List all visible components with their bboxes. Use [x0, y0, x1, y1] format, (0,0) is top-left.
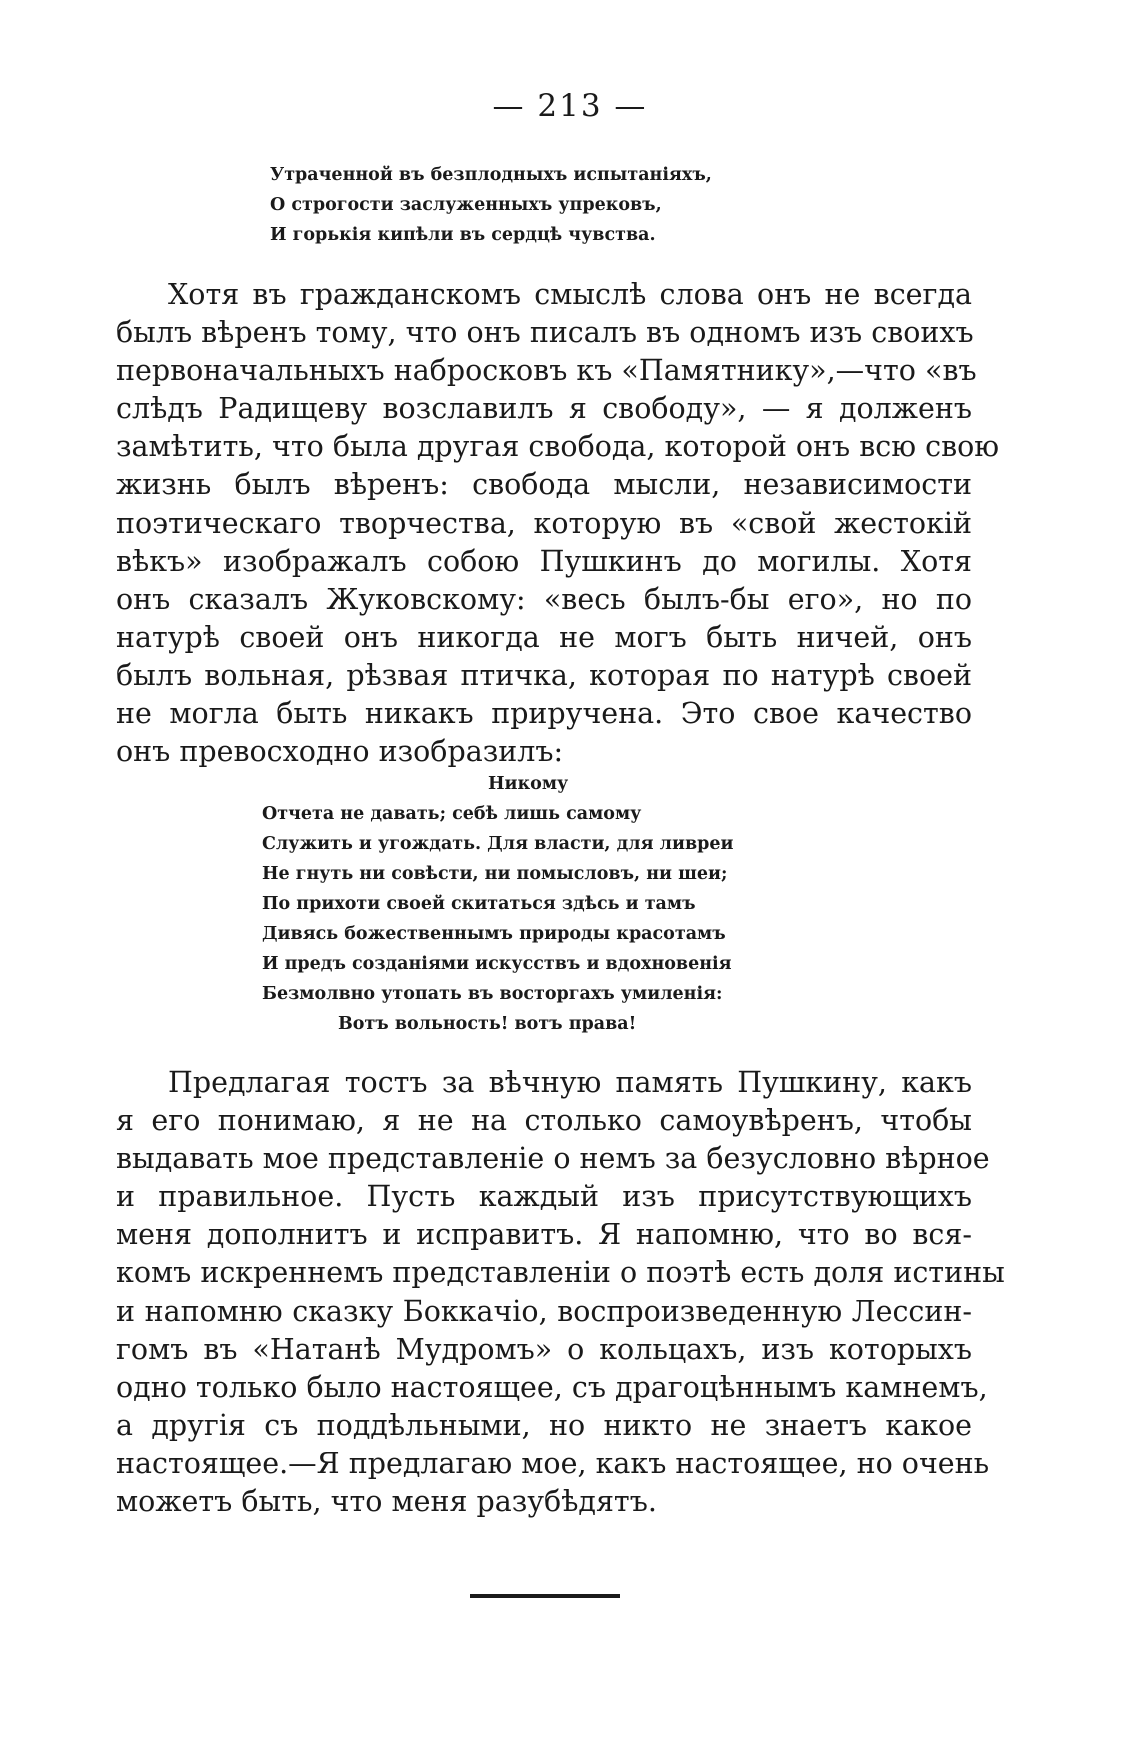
verse-line: И горькія кипѣли въ сердцѣ чувства. — [270, 225, 656, 245]
text-line: онъ сказалъ Жуковскому: «весь былъ-бы его», но по — [116, 582, 972, 616]
verse-line: По прихоти своей скитаться здѣсь и тамъ — [262, 894, 696, 914]
end-rule — [470, 1594, 620, 1598]
poem-verse — [262, 769, 733, 1039]
text-line: комъ искреннемъ представленіи о поэтѣ есть доля истины — [116, 1256, 1005, 1290]
text-line: вѣкъ» изображалъ собою Пушкинъ до могилы. Хотя — [116, 544, 972, 578]
paragraph-2 — [116, 1064, 1005, 1521]
text-line: я его понимаю, я не на столько самоувѣренъ, чтобы — [116, 1104, 972, 1138]
paragraph-1 — [116, 276, 1000, 771]
text-line: былъ вѣренъ тому, что онъ писалъ въ одномъ изъ своихъ — [116, 316, 974, 350]
text-line: одно только было настоящее, съ драгоцѣннымъ камнемъ, — [116, 1370, 988, 1404]
text-line: и напомню сказку Боккачіо, воспроизведенную Лессин- — [116, 1294, 972, 1328]
text-line: слѣдъ Радищеву возславилъ я свободу», — я долженъ — [116, 392, 972, 426]
text-line: меня дополнитъ и исправитъ. Я напомню, что во вся- — [116, 1218, 972, 1252]
epigraph-verse — [270, 160, 712, 250]
verse-line: Никому — [488, 774, 569, 794]
verse-line: Дивясь божественнымъ природы красотамъ — [262, 924, 726, 944]
verse-line: Утраченной въ безплодныхъ испытаніяхъ, — [270, 165, 712, 185]
verse-line: Служить и угождать. Для власти, для ливреи — [262, 834, 734, 854]
text-line: не могла быть никакъ приручена. Это свое качество — [116, 697, 972, 731]
text-line: поэтическаго творчества, которую въ «свой жестокій — [116, 506, 972, 540]
verse-line: Безмолвно утопать въ восторгахъ умиленія: — [262, 984, 723, 1004]
verse-line: Вотъ вольность! вотъ права! — [338, 1014, 637, 1034]
text-line: настоящее.—Я предлагаю мое, какъ настоящее, но очень — [116, 1446, 990, 1480]
verse-line: Отчета не давать; себѣ лишь самому — [262, 804, 642, 824]
text-line: гомъ въ «Натанѣ Мудромъ» о кольцахъ, изъ которыхъ — [116, 1332, 972, 1366]
text-line: жизнь былъ вѣренъ: свобода мысли, независимости — [116, 468, 972, 502]
text-line: замѣтить, что была другая свобода, которой онъ всю свою — [116, 430, 1000, 464]
text-line: онъ превосходно изобразилъ: — [116, 735, 564, 769]
text-line: выдавать мое представленіе о немъ за безусловно вѣрное — [116, 1142, 990, 1176]
text-line: а другія съ поддѣльными, но никто не знаетъ какое — [116, 1408, 972, 1442]
text-line: первоначальныхъ набросковъ къ «Памятнику»,—что «въ — [116, 354, 977, 388]
text-line: былъ вольная, рѣзвая птичка, которая по натурѣ своей — [116, 658, 972, 692]
text-line: можетъ быть, что меня разубѣдятъ. — [116, 1485, 657, 1519]
verse-line: О строгости заслуженныхъ упрековъ, — [270, 195, 662, 215]
page-number: — 213 — — [492, 88, 648, 124]
verse-line: И предъ созданіями искусствъ и вдохновенія — [262, 954, 732, 974]
text-line: натурѣ своей онъ никогда не могъ быть ничей, онъ — [116, 620, 972, 654]
text-line: Хотя въ гражданскомъ смыслѣ слова онъ не всегда — [168, 278, 972, 311]
verse-line: Не гнуть ни совѣсти, ни помысловъ, ни шеи; — [262, 864, 728, 884]
text-line: и правильное. Пусть каждый изъ присутствующихъ — [116, 1180, 972, 1214]
text-line: Предлагая тостъ за вѣчную память Пушкину, какъ — [168, 1066, 972, 1099]
